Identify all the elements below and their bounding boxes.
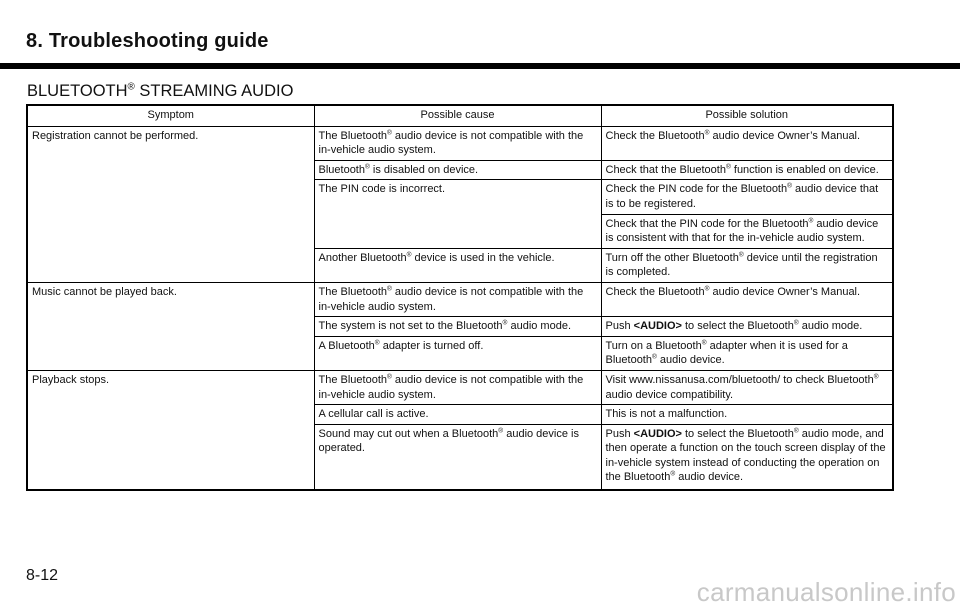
solution-cell: Turn off the other Bluetooth® device until the registration is completed. [601,248,893,282]
solution-cell: This is not a malfunction. [601,405,893,425]
section-title-rest: STREAMING AUDIO [134,82,294,100]
table-row [27,126,893,160]
cause-cell: The Bluetooth® audio device is not compatible with the in-vehicle audio system. [314,370,601,404]
symptom-cell: Music cannot be played back. [27,282,314,370]
symptom-cell: Playback stops. [27,370,314,490]
watermark: carmanualsonline.info [696,577,956,607]
section-title-main: BLUETOOTH [27,82,128,100]
solution-cell: Push <AUDIO> to select the Bluetooth® audio mode. [601,317,893,337]
cause-cell: The PIN code is incorrect. [314,180,601,248]
table-row [27,282,893,316]
header-possible-cause: Possible cause [314,105,601,126]
cause-cell: A cellular call is active. [314,405,601,425]
registered-mark: ® [127,81,135,93]
solution-cell: Check the Bluetooth® audio device Owner’s Manual. [601,282,893,316]
header-possible-solution: Possible solution [601,105,893,126]
cause-cell: Sound may cut out when a Bluetooth® audio device is operated. [314,424,601,490]
audio-key-label: <AUDIO> [633,320,682,333]
chapter-title: 8. Troubleshooting guide [26,30,269,52]
audio-key-label: <AUDIO> [633,427,682,440]
cause-cell: A Bluetooth® adapter is turned off. [314,336,601,370]
solution-cell: Check the Bluetooth® audio device Owner’s Manual. [601,126,893,160]
cause-cell: Another Bluetooth® device is used in the vehicle. [314,248,601,282]
cause-cell: Bluetooth® is disabled on device. [314,160,601,180]
solution-cell: Visit www.nissanusa.com/bluetooth/ to check Bluetooth® audio device compatibility. [601,370,893,404]
cause-cell: The system is not set to the Bluetooth® audio mode. [314,317,601,337]
solution-cell: Check that the Bluetooth® function is enabled on device. [601,160,893,180]
cause-cell: The Bluetooth® audio device is not compatible with the in-vehicle audio system. [314,126,601,160]
solution-cell: Turn on a Bluetooth® adapter when it is used for a Bluetooth® audio device. [601,336,893,370]
page-number: 8-12 [26,567,59,584]
troubleshooting-table [26,104,894,491]
cause-cell: The Bluetooth® audio device is not compatible with the in-vehicle audio system. [314,282,601,316]
symptom-cell: Registration cannot be performed. [27,126,314,282]
solution-cell: Check that the PIN code for the Bluetooth® audio device is consistent with that for the in-vehicle audio system. [601,214,893,248]
chapter-divider [0,63,960,69]
table-row [27,370,893,404]
solution-cell: Check the PIN code for the Bluetooth® audio device that is to be registered. [601,180,893,214]
section-title [27,82,293,101]
table-header-row [27,105,893,126]
header-symptom: Symptom [27,105,314,126]
solution-cell: Push <AUDIO> to select the Bluetooth® audio mode, and then operate a function on the touch screen display of the in-vehicle system instead of conducting the operation on the Bluetooth® audio device. [601,424,893,490]
